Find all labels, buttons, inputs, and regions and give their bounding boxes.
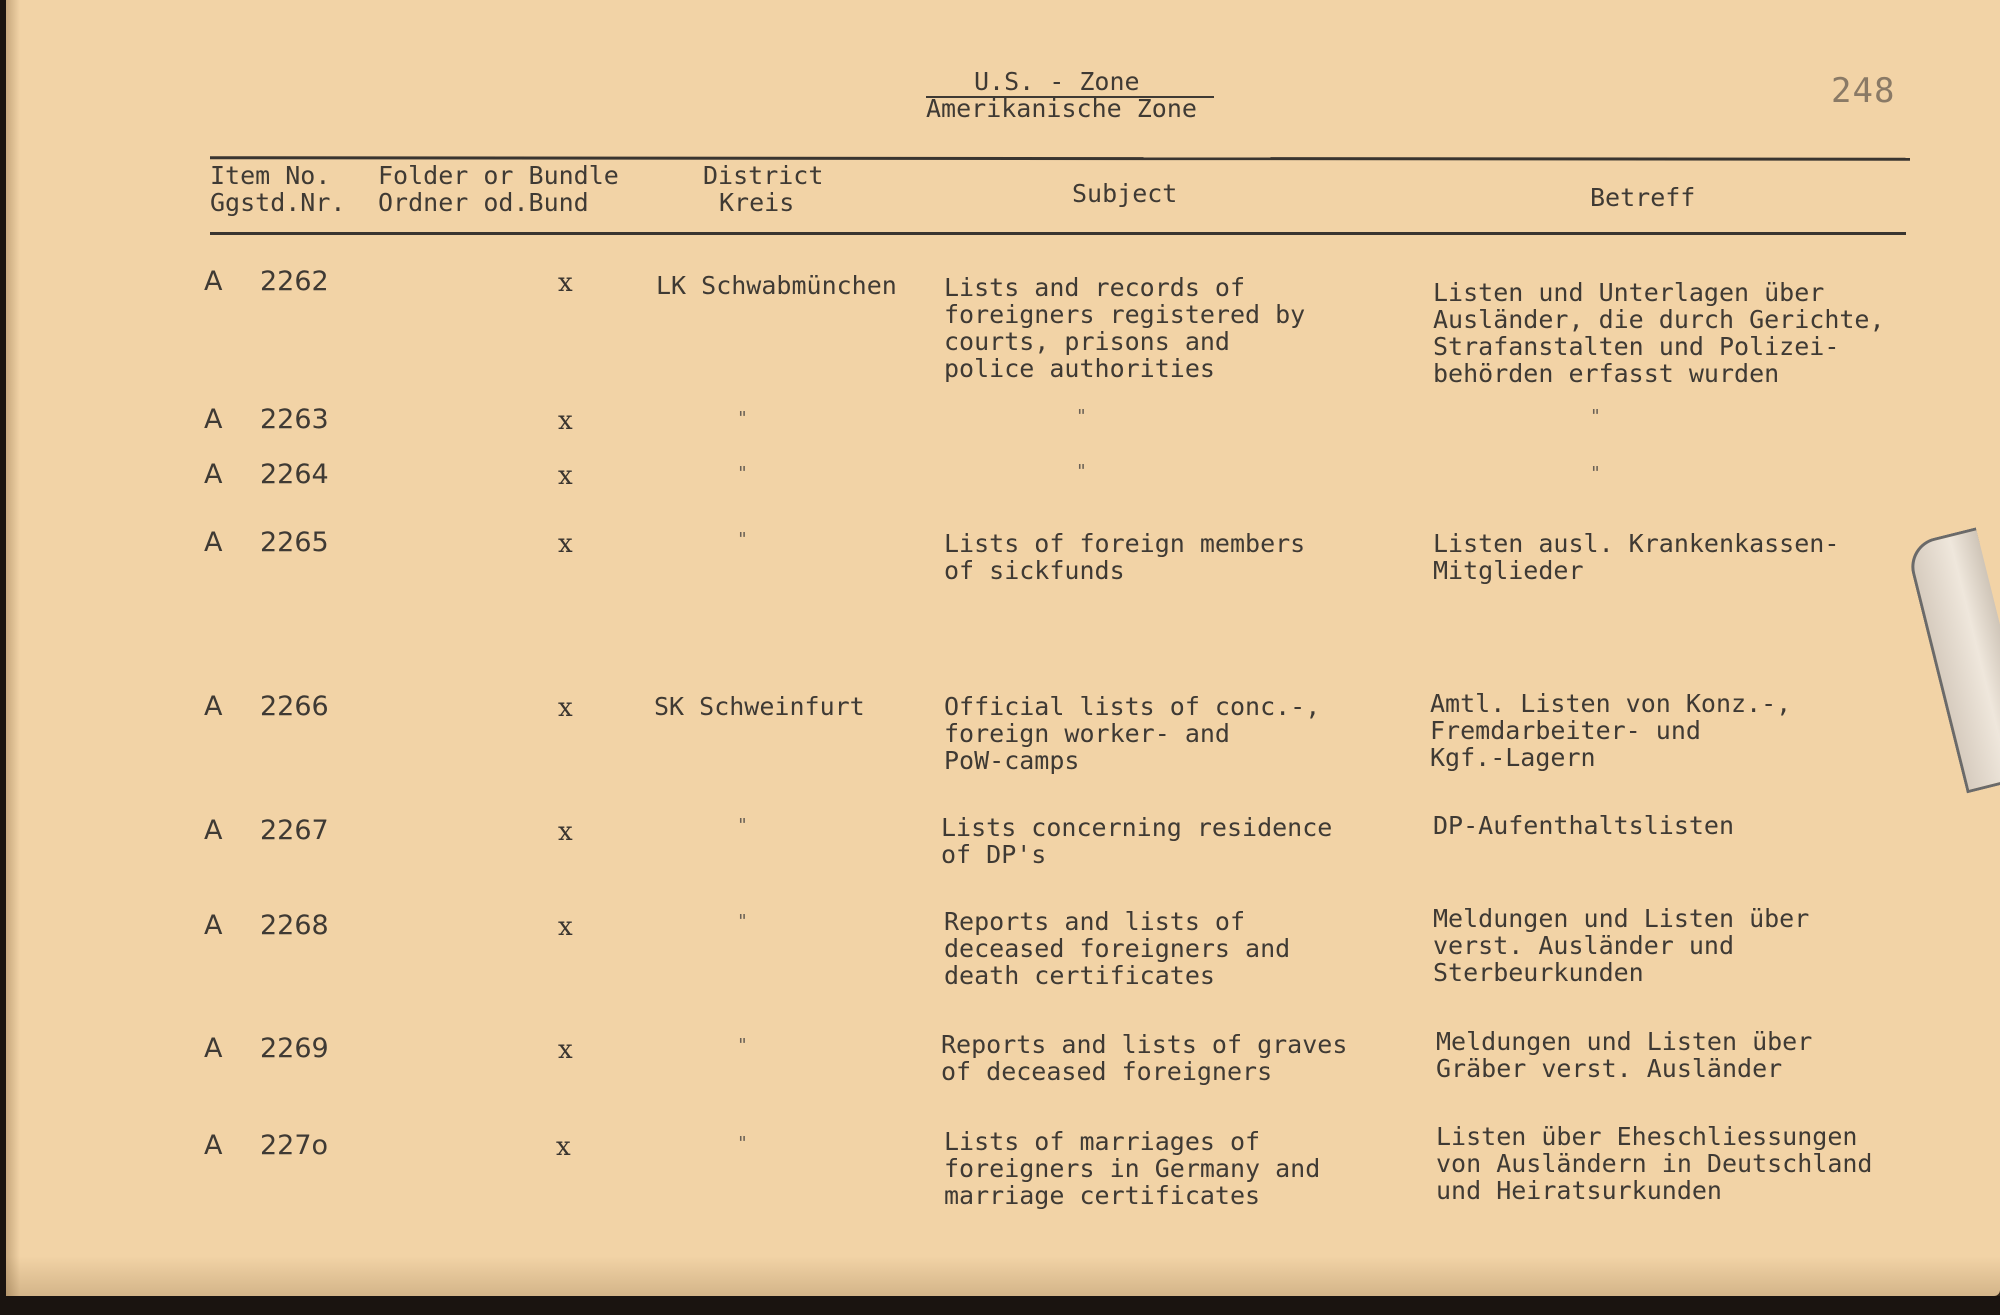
bundle-mark: x bbox=[558, 406, 573, 436]
ditto-mark: " bbox=[737, 815, 748, 836]
subject-line: deceased foreigners and bbox=[944, 934, 1291, 963]
bundle-mark: x bbox=[558, 268, 573, 298]
row-prefix: A bbox=[204, 1130, 223, 1161]
betreff-line: Kgf.-Lagern bbox=[1430, 743, 1596, 772]
district-cell: LK Schwabmünchen bbox=[656, 271, 897, 300]
betreff-line: und Heiratsurkunden bbox=[1436, 1176, 1722, 1205]
column-header-folder-en: Folder or Bundle bbox=[378, 161, 619, 190]
bundle-mark: x bbox=[558, 817, 573, 847]
page-number: 248 bbox=[1831, 71, 1896, 111]
subject-line: Reports and lists of graves bbox=[941, 1030, 1348, 1059]
zone-title: U.S. - Zone bbox=[974, 67, 1140, 96]
bundle-mark: x bbox=[558, 529, 573, 559]
item-number: 227o bbox=[260, 1130, 329, 1161]
betreff-line: behörden erfasst wurden bbox=[1433, 359, 1780, 388]
bundle-mark: x bbox=[558, 1035, 573, 1065]
row-prefix: A bbox=[204, 266, 223, 297]
subject-line: of DP's bbox=[941, 840, 1047, 869]
column-header-folder-de: Ordner od.Bund bbox=[378, 188, 589, 217]
betreff-line: DP-Aufenthaltslisten bbox=[1433, 811, 1735, 840]
betreff-line: Listen ausl. Krankenkassen- bbox=[1433, 529, 1840, 558]
bundle-mark: x bbox=[558, 461, 573, 491]
bundle-mark: x bbox=[556, 1132, 571, 1162]
ditto-mark: " bbox=[737, 463, 748, 484]
betreff-line: Listen über Eheschliessungen bbox=[1436, 1122, 1858, 1151]
ditto-mark: " bbox=[1076, 461, 1087, 482]
subject-line: PoW-camps bbox=[944, 746, 1080, 775]
subject-line: death certificates bbox=[944, 961, 1215, 990]
item-number: 2264 bbox=[260, 459, 329, 490]
subject-line: marriage certificates bbox=[944, 1181, 1261, 1210]
ditto-mark: " bbox=[1590, 463, 1601, 484]
subject-line: Lists concerning residence bbox=[941, 813, 1333, 842]
subject-line: foreigners in Germany and bbox=[944, 1154, 1321, 1183]
header-bottom-rule bbox=[210, 232, 1906, 235]
subject-line: foreign worker- and bbox=[944, 719, 1230, 748]
column-header-item-en: Item No. bbox=[210, 161, 331, 190]
subject-line: of deceased foreigners bbox=[941, 1057, 1273, 1086]
ditto-mark: " bbox=[737, 408, 748, 429]
betreff-line: Meldungen und Listen über bbox=[1433, 904, 1810, 933]
subject-line: Lists of marriages of bbox=[944, 1127, 1261, 1156]
column-header-betreff: Betreff bbox=[1590, 183, 1696, 212]
item-number: 2262 bbox=[260, 266, 329, 297]
item-number: 2263 bbox=[260, 404, 329, 435]
column-header-district-en: District bbox=[703, 161, 824, 190]
column-header-item-de: Ggstd.Nr. bbox=[210, 188, 346, 217]
betreff-line: Fremdarbeiter- und bbox=[1430, 716, 1701, 745]
row-prefix: A bbox=[204, 815, 223, 846]
bundle-mark: x bbox=[558, 693, 573, 723]
subject-line: foreigners registered by bbox=[944, 300, 1306, 329]
ditto-mark: " bbox=[1076, 406, 1087, 427]
row-prefix: A bbox=[204, 404, 223, 435]
zone-subtitle: Amerikanische Zone bbox=[926, 94, 1197, 123]
betreff-line: verst. Ausländer und bbox=[1433, 931, 1735, 960]
betreff-line: von Ausländern in Deutschland bbox=[1436, 1149, 1873, 1178]
subject-line: Lists of foreign members bbox=[944, 529, 1306, 558]
betreff-line: Meldungen und Listen über bbox=[1436, 1027, 1813, 1056]
subject-line: Reports and lists of bbox=[944, 907, 1246, 936]
column-header-district-de: Kreis bbox=[719, 188, 795, 217]
betreff-line: Strafanstalten und Polizei- bbox=[1433, 332, 1840, 361]
column-header-subject: Subject bbox=[1072, 179, 1178, 208]
row-prefix: A bbox=[204, 910, 223, 941]
betreff-line: Mitglieder bbox=[1433, 556, 1584, 585]
paper-sheet bbox=[6, 0, 2000, 1296]
subject-line: police authorities bbox=[944, 354, 1215, 383]
row-prefix: A bbox=[204, 1033, 223, 1064]
item-number: 2265 bbox=[260, 527, 329, 558]
betreff-line: Gräber verst. Ausländer bbox=[1436, 1054, 1783, 1083]
district-cell: SK Schweinfurt bbox=[654, 692, 865, 721]
ditto-mark: " bbox=[737, 1035, 748, 1056]
subject-line: Official lists of conc.-, bbox=[944, 692, 1321, 721]
betreff-line: Sterbeurkunden bbox=[1433, 958, 1644, 987]
row-prefix: A bbox=[204, 527, 223, 558]
subject-line: courts, prisons and bbox=[944, 327, 1230, 356]
item-number: 2268 bbox=[260, 910, 329, 941]
item-number: 2267 bbox=[260, 815, 329, 846]
ditto-mark: " bbox=[1590, 406, 1601, 427]
item-number: 2266 bbox=[260, 691, 329, 722]
betreff-line: Ausländer, die durch Gerichte, bbox=[1433, 305, 1885, 334]
betreff-line: Listen und Unterlagen über bbox=[1433, 278, 1825, 307]
item-number: 2269 bbox=[260, 1033, 329, 1064]
row-prefix: A bbox=[204, 691, 223, 722]
ditto-mark: " bbox=[737, 1133, 748, 1154]
bundle-mark: x bbox=[558, 912, 573, 942]
betreff-line: Amtl. Listen von Konz.-, bbox=[1430, 689, 1792, 718]
ditto-mark: " bbox=[737, 911, 748, 932]
row-prefix: A bbox=[204, 459, 223, 490]
ditto-mark: " bbox=[737, 529, 748, 550]
subject-line: Lists and records of bbox=[944, 273, 1246, 302]
subject-line: of sickfunds bbox=[944, 556, 1125, 585]
